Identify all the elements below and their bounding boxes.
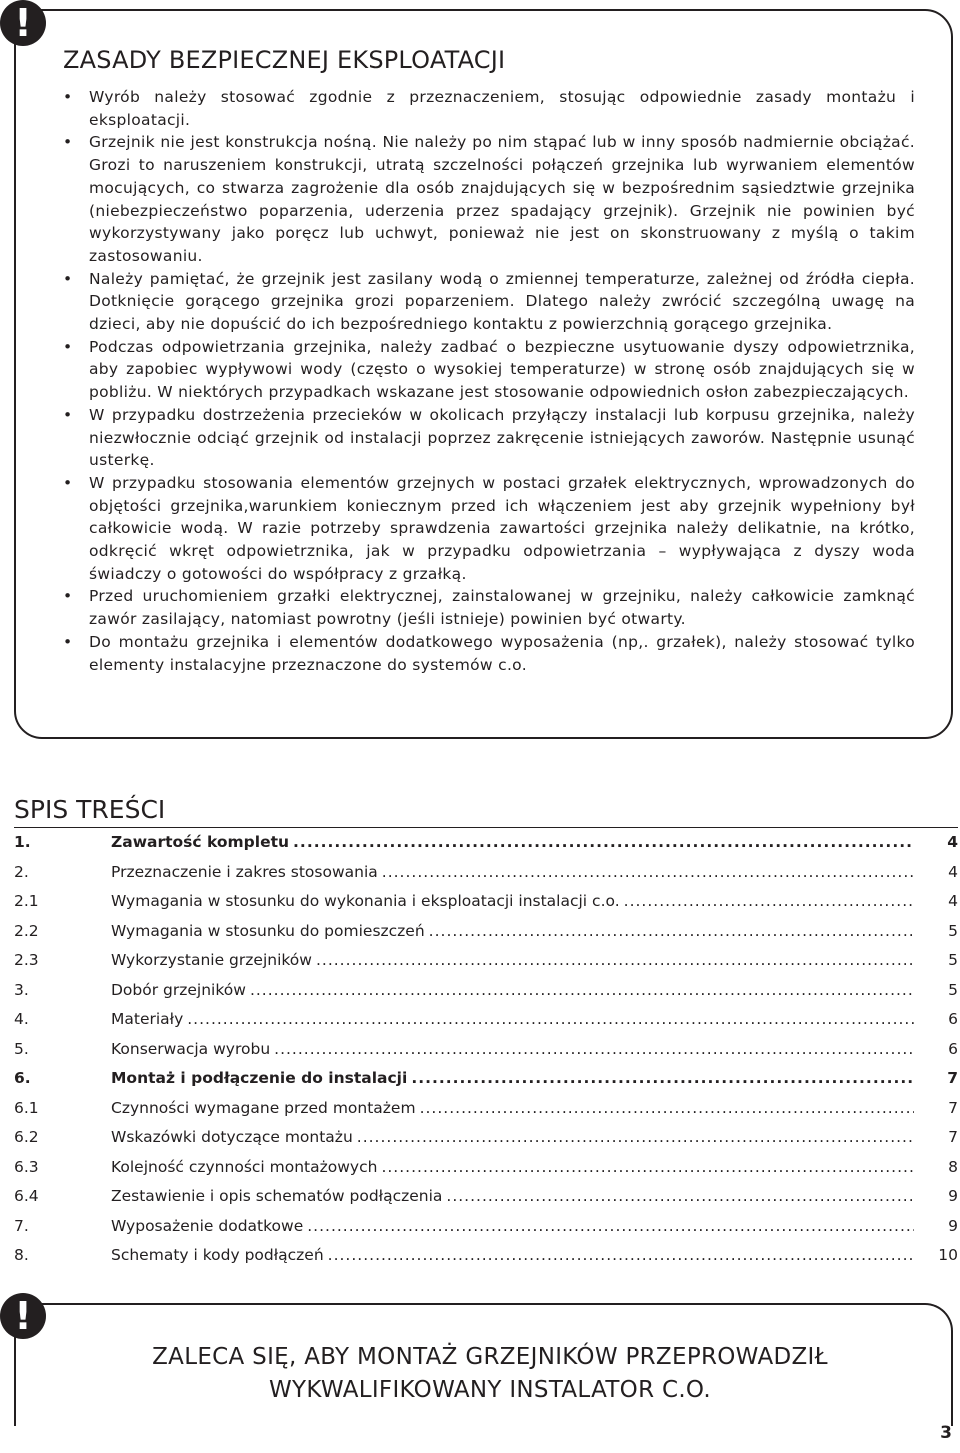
safety-rules-list [63, 86, 915, 676]
toc-entry-number: 6.2 [14, 1128, 39, 1146]
toc-dot-leader [357, 1123, 914, 1153]
toc-dot-leader [429, 917, 914, 947]
toc-entry-page: 7 [948, 1128, 958, 1146]
toc-entry-label: Wykorzystanie grzejników [111, 951, 312, 969]
safety-rule-item: • Przed uruchomieniem grzałki elektrycznej, zainstalowanej w grzejniku, należy całkowicie zamknąć zawór zasilający, natomiast powrotny (jeśli istnieje) powinien być otwarty. [63, 585, 915, 630]
toc-entry-page: 5 [948, 921, 958, 940]
toc-dot-leader [624, 887, 914, 917]
table-of-contents [14, 828, 958, 1271]
toc-dot-leader [274, 1035, 914, 1065]
toc-entry-label: Schematy i kody podłączeń [111, 1246, 324, 1264]
toc-entry-number: 6.4 [14, 1187, 39, 1205]
toc-dot-leader [307, 1212, 914, 1242]
toc-entry-number: 6. [14, 1069, 31, 1087]
toc-entry-number: 5. [14, 1039, 29, 1058]
toc-entry-page: 4 [948, 892, 958, 910]
safety-rule-item: • Podczas odpowietrzania grzejnika, należy zadbać o bezpieczne usytuowanie dyszy odpowietrznika, aby zapobiec wypływowi wody (często o wysokiej temperaturze) w stronę osób znajdujących się w pobliżu. W niektórych przypadkach wskazane jest stosowanie odpowiednich osłon zabezpieczających. [63, 336, 915, 404]
toc-dot-leader [446, 1182, 914, 1212]
toc-entry-number: 7. [14, 1216, 29, 1235]
safety-rule-item: • Wyrób należy stosować zgodnie z przeznaczeniem, stosując odpowiednie zasady montażu i eksploatacji. [63, 86, 915, 131]
toc-entry-label: Przeznaczenie i zakres stosowania [111, 862, 378, 881]
toc-entry [14, 858, 958, 888]
toc-entry [14, 946, 958, 976]
toc-entry-label: Dobór grzejników [111, 980, 246, 999]
toc-dot-leader [420, 1094, 914, 1124]
installer-recommendation [60, 1341, 920, 1407]
toc-entry-number: 2.1 [14, 892, 39, 910]
toc-entry-label: Wymagania w stosunku do pomieszczeń [111, 921, 425, 940]
safety-rule-item: • W przypadku dostrzeżenia przecieków w okolicach przyłączy instalacji lub korpusu grzejnika, należy niezwłocznie odciąć grzejnik od instalacji poprzez zakręcenie istniejących zaworów. Następnie usunąć usterkę. [63, 404, 915, 472]
toc-entry-number: 6.1 [14, 1098, 39, 1117]
toc-entry [14, 1094, 958, 1124]
toc-entry-page: 7 [948, 1098, 958, 1117]
toc-entry-label: Wymagania w stosunku do wykonania i eksploatacji instalacji c.o. [111, 892, 620, 910]
toc-entry-page: 6 [948, 1039, 958, 1058]
toc-dot-leader [382, 858, 914, 888]
toc-dot-leader [328, 1241, 914, 1271]
toc-entry-page: 5 [948, 980, 958, 999]
toc-entry-number: 4. [14, 1010, 29, 1028]
safety-rule-item: • W przypadku stosowania elementów grzejnych w postaci grzałek elektrycznych, wprowadzonych do objętości grzejnika,warunkiem koniecznym przed ich włączeniem jest aby grzejnik wypełniony był całkowicie wodą. W razie potrzeby sprawdzenia zawartości grzejnika należy delikatnie, na krótko, odkręcić wkręt odpowietrznika, jak w przypadku odpowietrzania – wypływająca z dyszy woda świadczy o gotowości do współpracy z grzałką. [63, 472, 915, 586]
safety-rule-item: • Należy pamiętać, że grzejnik jest zasilany wodą o zmiennej temperaturze, zależnej od źródła ciepła. Dotknięcie gorącego grzejnika grozi poparzeniem. Dlatego należy zwrócić szczególną uwagę na dzieci, aby nie dopuścić do ich bezpośredniego kontaktu z powierzchnią gorącego grzejnika. [63, 268, 915, 336]
toc-entry-number: 1. [14, 833, 31, 851]
exclamation-icon: ! [0, 1293, 46, 1339]
toc-entry-label: Montaż i podłączenie do instalacji [111, 1069, 408, 1087]
toc-entry-label: Materiały [111, 1010, 184, 1028]
toc-dot-leader [293, 828, 914, 858]
toc-entry [14, 887, 958, 917]
toc-dot-leader [187, 1005, 914, 1035]
toc-entry-page: 10 [938, 1246, 958, 1264]
toc-entry-label: Konserwacja wyrobu [111, 1039, 271, 1058]
toc-entry [14, 1182, 958, 1212]
toc-entry-label: Kolejność czynności montażowych [111, 1157, 378, 1176]
toc-entry-label: Wskazówki dotyczące montażu [111, 1128, 353, 1146]
toc-entry-page: 9 [948, 1216, 958, 1235]
toc-dot-leader [381, 1153, 914, 1183]
toc-entry [14, 1064, 958, 1094]
toc-entry-page: 9 [948, 1187, 958, 1205]
toc-entry [14, 1153, 958, 1183]
toc-title: SPIS TREŚCI [14, 795, 166, 824]
toc-entry-page: 8 [948, 1157, 958, 1176]
safety-rule-item: • Do montażu grzejnika i elementów dodatkowego wyposażenia (np,. grzałek), należy stosować tylko elementy instalacyjne przeznaczone do systemów c.o. [63, 631, 915, 676]
toc-entry-number: 2.3 [14, 951, 39, 969]
toc-entry-label: Czynności wymagane przed montażem [111, 1098, 416, 1117]
toc-entry-label: Wyposażenie dodatkowe [111, 1216, 304, 1235]
toc-entry [14, 1005, 958, 1035]
toc-dot-leader [316, 946, 914, 976]
recommendation-line-2: WYKWALIFIKOWANY INSTALATOR C.O. [268, 1377, 712, 1403]
toc-dot-leader [250, 976, 914, 1006]
toc-entry-number: 2. [14, 862, 29, 881]
toc-entry [14, 1123, 958, 1153]
safety-rule-item: • Grzejnik nie jest konstrukcja nośną. Nie należy po nim stąpać lub w inny sposób nadmiernie obciążać. Grozi to naruszeniem konstrukcji, utratą szczelności połączeń grzejnika lub wyrwaniem elementów mocujących, co stwarza zagrożenie dla osób znajdujących się w bezpośrednim sąsiedztwie grzejnika (niebezpieczeństwo poparzenia, uderzenia przez spadający grzejnik). Grzejnik nie powinien być wykorzystywany jako poręcz lub uchwyt, ponieważ nie jest on skonstruowany z myślą o takim zastosowaniu. [63, 131, 915, 267]
toc-entry-page: 5 [948, 951, 958, 969]
toc-dot-leader [411, 1064, 914, 1094]
toc-entry-number: 6.3 [14, 1157, 39, 1176]
toc-entry-number: 8. [14, 1246, 29, 1264]
exclamation-icon: ! [0, 0, 46, 46]
toc-entry-page: 4 [947, 833, 958, 851]
toc-entry-page: 4 [948, 862, 958, 881]
toc-entry [14, 976, 958, 1006]
toc-entry [14, 1241, 958, 1271]
toc-entry-page: 6 [948, 1010, 958, 1028]
toc-entry [14, 917, 958, 947]
page-number: 3 [940, 1423, 952, 1443]
toc-entry-page: 7 [947, 1069, 958, 1087]
toc-entry-label: Zestawienie i opis schematów podłączenia [111, 1187, 443, 1205]
recommendation-line-1: ZALECA SIĘ, ABY MONTAŻ GRZEJNIKÓW PRZEPROWADZIŁ [152, 1344, 828, 1370]
toc-entry [14, 1035, 958, 1065]
toc-entry-number: 3. [14, 980, 29, 999]
toc-entry [14, 828, 958, 858]
toc-entry [14, 1212, 958, 1242]
toc-entry-label: Zawartość kompletu [111, 833, 290, 851]
safety-title: ZASADY BEZPIECZNEJ EKSPLOATACJI [63, 46, 506, 74]
toc-entry-number: 2.2 [14, 921, 39, 940]
